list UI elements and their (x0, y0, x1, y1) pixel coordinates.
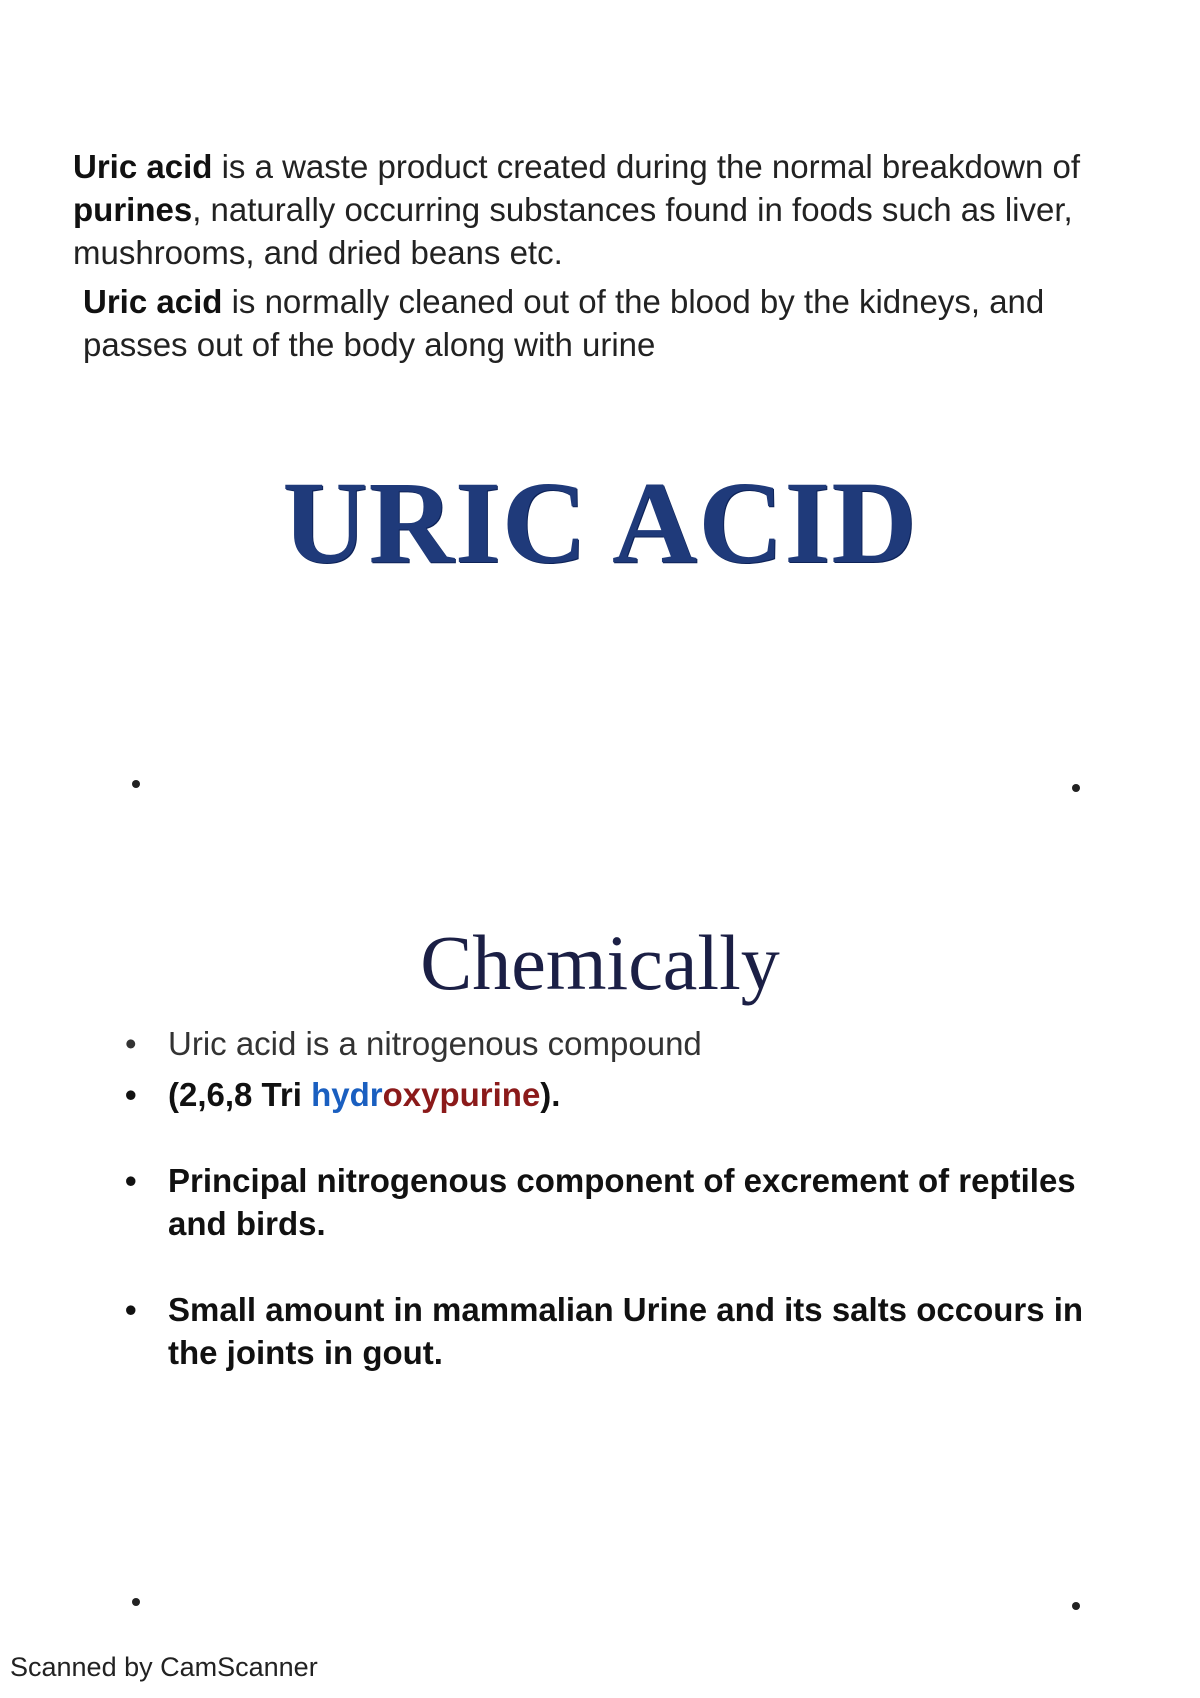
bullet-icon: • (125, 1025, 137, 1062)
intro-text (73, 145, 1133, 366)
list-item (125, 1159, 1125, 1245)
slide-corner-dot (132, 780, 140, 788)
bullet-text: Small amount in mammalian Urine and its salts occours in the joints in gout. (168, 1291, 1084, 1371)
scanner-watermark: Scanned by CamScanner (10, 1652, 318, 1682)
bullet-icon: • (125, 1162, 137, 1199)
bullet-text: Uric acid is a nitrogenous compound (168, 1025, 702, 1062)
intro-paragraph-1 (73, 145, 1133, 274)
formula-prefix: (2,6,8 Tri (168, 1076, 312, 1113)
bullet-list (125, 1022, 1125, 1374)
intro-p1-text-a: is a waste product created during the normal breakdown of (212, 148, 1081, 185)
formula-oxypurine: oxypurine (382, 1076, 541, 1113)
list-item (125, 1022, 1125, 1065)
bullet-icon: • (125, 1291, 137, 1328)
term-uric-acid-2: Uric acid (83, 283, 223, 320)
slide-title-chemically: Chemically (420, 919, 780, 1006)
intro-p1-text-b: , naturally occurring substances found in foods such as liver, mushrooms, and dried beans etc. (73, 191, 1073, 271)
intro-p2-text: is normally cleaned out of the blood by the kidneys, and passes out of the body along with urine (83, 283, 1045, 363)
slide-corner-dot (132, 1598, 140, 1606)
formula-suffix: ). (540, 1076, 561, 1113)
slide-corner-dot (1072, 1602, 1080, 1610)
bullet-text: Principal nitrogenous component of excrement of reptiles and birds. (168, 1162, 1076, 1242)
intro-paragraph-2 (73, 280, 1133, 366)
slide-title-uric-acid: URIC ACID (282, 457, 918, 588)
term-purines: purines (73, 191, 193, 228)
bullet-icon: • (125, 1076, 137, 1113)
list-item (125, 1073, 1125, 1116)
term-uric-acid: Uric acid (73, 148, 213, 185)
slide-corner-dot (1072, 784, 1080, 792)
formula-hydr: hydr (311, 1076, 383, 1113)
list-item (125, 1288, 1125, 1374)
